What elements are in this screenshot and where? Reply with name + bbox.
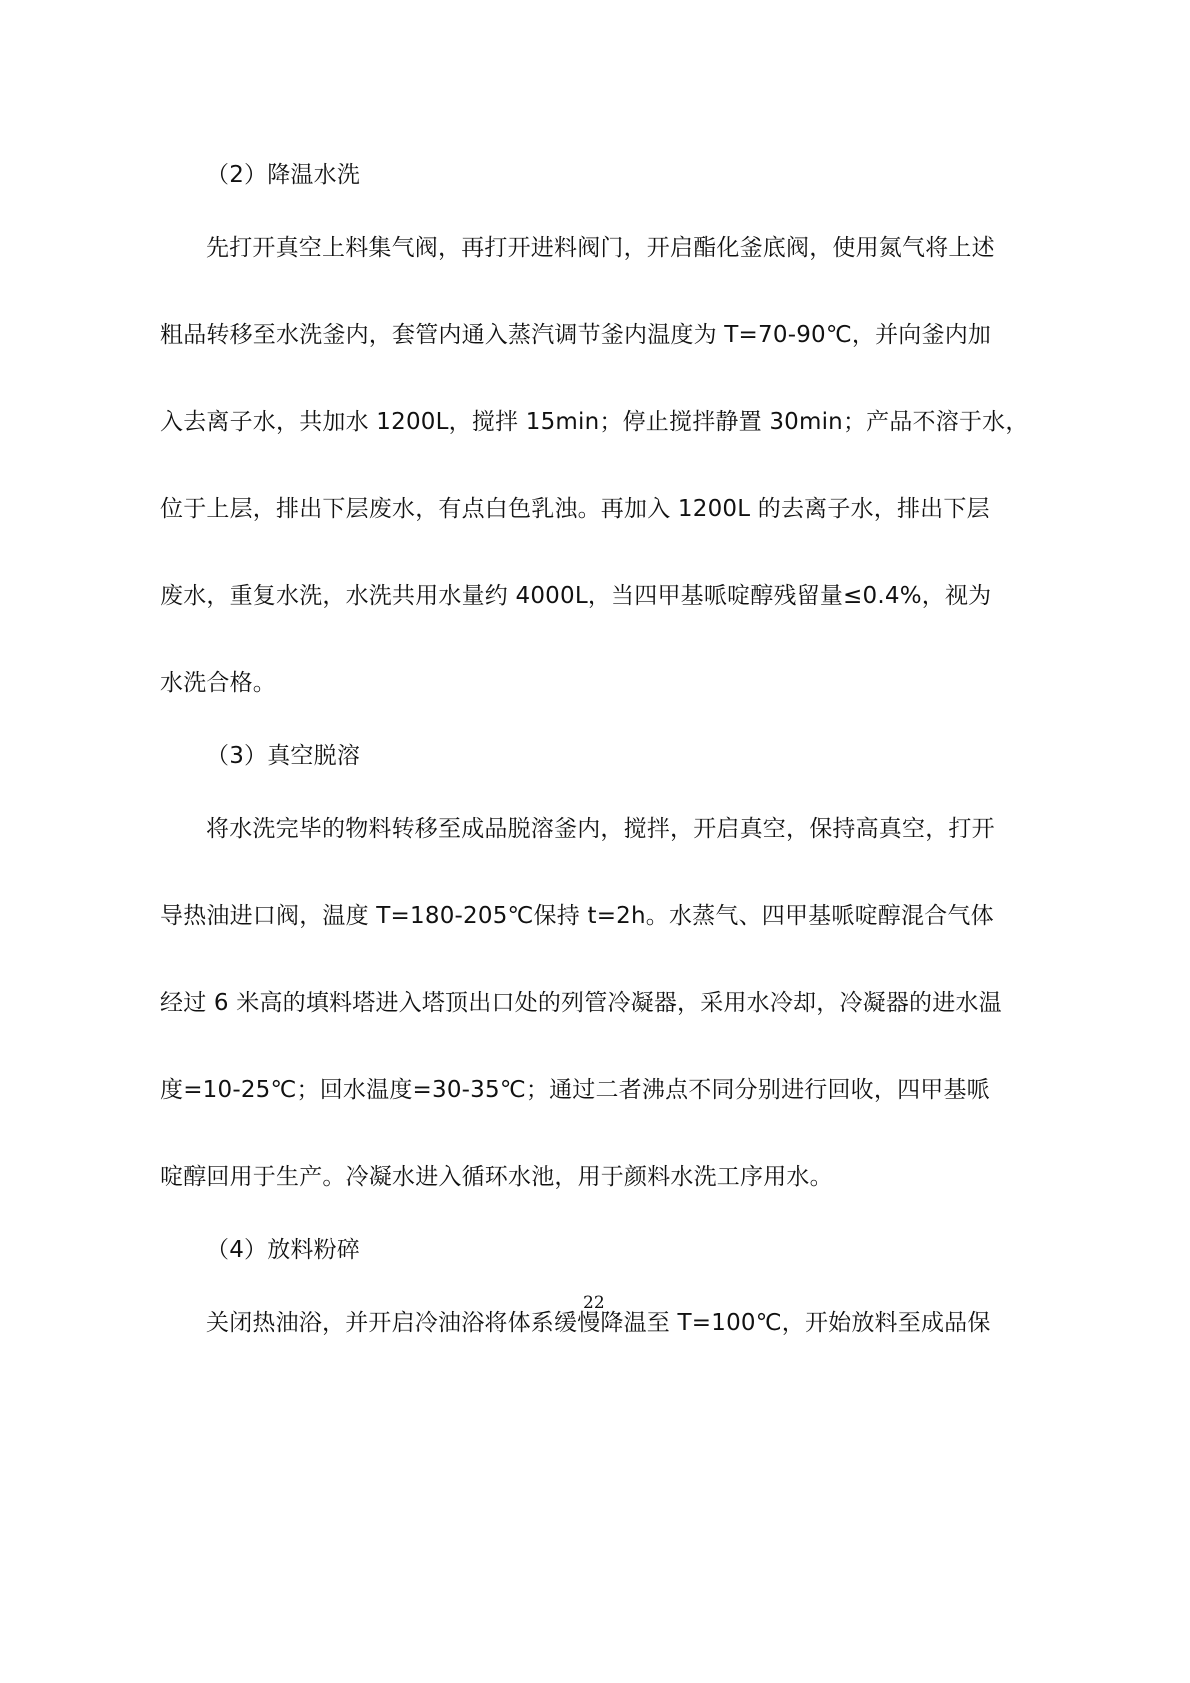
paragraph-line: 先打开真空上料集气阀，再打开进料阀门，开启酯化釜底阀，使用氮气将上述 — [206, 235, 995, 261]
section-heading-discharge-crushing: （4）放料粉碎 — [206, 1237, 361, 1263]
paragraph-line: 位于上层，排出下层废水，有点白色乳浊。再加入 1200L 的去离子水，排出下层 — [160, 496, 990, 522]
paragraph-line: 关闭热油浴，并开启冷油浴将体系缓慢降温至 T=100℃，开始放料至成品保 — [206, 1310, 991, 1336]
paragraph-line: 导热油进口阀，温度 T=180-205℃保持 t=2h。水蒸气、四甲基哌啶醇混合气体 — [160, 903, 994, 929]
paragraph-line: 经过 6 米高的填料塔进入塔顶出口处的列管冷凝器，采用水冷却，冷凝器的进水温 — [160, 990, 1002, 1016]
page-number: 22 — [583, 1293, 605, 1313]
paragraph-line: 度=10-25℃；回水温度=30-35℃；通过二者沸点不同分别进行回收，四甲基哌 — [160, 1077, 990, 1103]
paragraph-line: 啶醇回用于生产。冷凝水进入循环水池，用于颜料水洗工序用水。 — [160, 1164, 833, 1190]
section-heading-vacuum-desolvation: （3）真空脱溶 — [206, 743, 361, 769]
paragraph-line: 入去离子水，共加水 1200L，搅拌 15min；停止搅拌静置 30min；产品不溶于水， — [160, 409, 1029, 435]
paragraph-line: 水洗合格。 — [160, 670, 276, 696]
paragraph-line: 粗品转移至水洗釜内，套管内通入蒸汽调节釜内温度为 T=70-90℃，并向釜内加 — [160, 322, 992, 348]
section-heading-cooling-wash: （2）降温水洗 — [206, 162, 361, 188]
paragraph-line: 将水洗完毕的物料转移至成品脱溶釜内，搅拌，开启真空，保持高真空，打开 — [206, 816, 995, 842]
paragraph-line: 废水，重复水洗，水洗共用水量约 4000L，当四甲基哌啶醇残留量≤0.4%，视为 — [160, 583, 992, 609]
